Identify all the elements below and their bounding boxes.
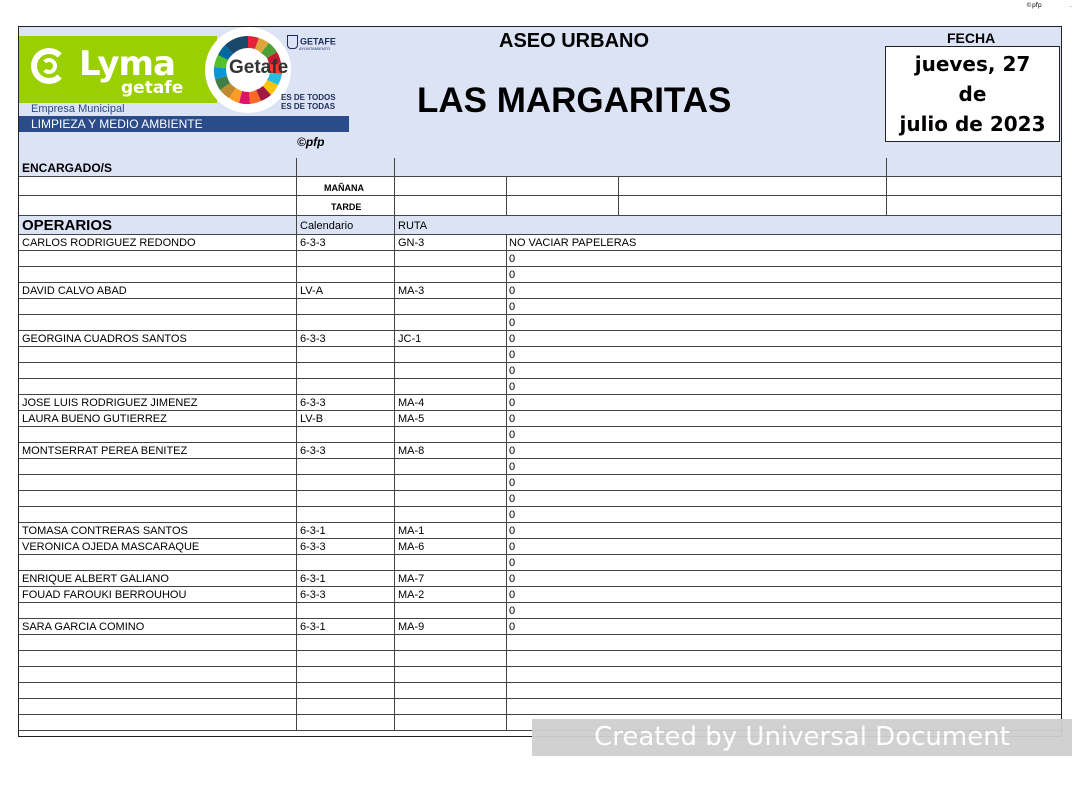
fecha-line-2: julio de 2023 <box>899 112 1046 136</box>
operario-name: GEORGINA CUADROS SANTOS <box>22 333 187 345</box>
grid-vline <box>886 158 887 215</box>
grid-hline <box>19 458 1061 459</box>
grid-hline <box>19 250 1061 251</box>
grid-hline <box>19 266 1061 267</box>
observaciones-cell: 0 <box>509 621 516 633</box>
grid-hline <box>19 176 1061 177</box>
ruta-cell: JC-1 <box>398 333 422 345</box>
top-copyright-mark: ©pfp <box>1026 2 1042 9</box>
grid-hline <box>19 298 1061 299</box>
operarios-label: OPERARIOS <box>22 217 113 234</box>
fecha-label: FECHA <box>947 30 996 46</box>
manana-label: MAÑANA <box>324 183 364 193</box>
calendario-column-header: Calendario <box>300 220 354 232</box>
document-header <box>19 27 1061 159</box>
document-subtitle: LAS MARGARITAS <box>417 81 732 120</box>
ruta-cell: MA-2 <box>398 589 425 601</box>
slogan-line-1: ES DE TODOS <box>281 93 336 102</box>
luma-sub-text: getafe <box>121 78 184 98</box>
observaciones-cell: 0 <box>509 333 516 345</box>
ruta-cell: MA-4 <box>398 397 425 409</box>
observaciones-cell: 0 <box>509 557 516 569</box>
top-dot: . <box>1070 2 1072 9</box>
shield-icon <box>287 35 298 49</box>
grid-hline <box>19 586 1061 587</box>
luma-brand-text: Lyma <box>79 44 175 84</box>
grid-vline <box>394 215 395 234</box>
fecha-box <box>885 46 1060 142</box>
observaciones-cell: 0 <box>509 413 516 425</box>
observaciones-cell: 0 <box>509 605 516 617</box>
operario-name: JOSE LUIS RODRIGUEZ JIMENEZ <box>22 397 198 409</box>
operarios-header-band <box>19 215 1061 234</box>
ayuntamiento-name: GETAFE <box>300 36 336 47</box>
ruta-cell: MA-1 <box>398 525 425 537</box>
sdg-wheel-logo <box>205 27 291 113</box>
ruta-cell: GN-3 <box>398 237 425 249</box>
grid-hline <box>19 394 1061 395</box>
grid-hline <box>19 426 1061 427</box>
slogan <box>281 93 336 111</box>
grid-hline <box>19 346 1061 347</box>
limpieza-banner: LIMPIEZA Y MEDIO AMBIENTE <box>19 116 349 132</box>
observaciones-cell: 0 <box>509 381 516 393</box>
grid-vline <box>296 215 297 234</box>
grid-hline <box>19 282 1061 283</box>
observaciones-cell: 0 <box>509 269 516 281</box>
observaciones-cell: 0 <box>509 445 516 457</box>
encargados-label: ENCARGADO/S <box>22 161 113 175</box>
calendario-cell: 6-3-1 <box>300 621 326 633</box>
operario-name: FOUAD FAROUKI BERROUHOU <box>22 589 187 601</box>
grid-vline <box>394 234 395 730</box>
grid-hline <box>19 330 1061 331</box>
calendario-cell: 6-3-3 <box>300 237 326 249</box>
observaciones-cell: 0 <box>509 589 516 601</box>
grid-hline <box>19 362 1061 363</box>
copyright-label: ©pfp <box>297 135 325 149</box>
fecha-value <box>898 49 1048 139</box>
ruta-cell: MA-7 <box>398 573 425 585</box>
tarde-label: TARDE <box>331 202 362 212</box>
grid-hline <box>19 698 1061 699</box>
observaciones-cell: 0 <box>509 477 516 489</box>
observaciones-cell: NO VACIAR PAPELERAS <box>509 237 637 249</box>
calendario-cell: 6-3-1 <box>300 525 326 537</box>
observaciones-cell: 0 <box>509 525 516 537</box>
grid-hline <box>19 410 1061 411</box>
grid-hline <box>19 234 1061 235</box>
grid-hline <box>19 522 1061 523</box>
fecha-line-1: jueves, 27 de <box>914 52 1031 106</box>
operario-name: SARA GARCIA COMINO <box>22 621 145 633</box>
grid-hline <box>19 618 1061 619</box>
calendario-cell: 6-3-3 <box>300 445 326 457</box>
encargados-header-band <box>19 158 1061 176</box>
slogan-line-2: ES DE TODAS <box>281 102 336 111</box>
calendario-cell: 6-3-3 <box>300 333 326 345</box>
observaciones-cell: 0 <box>509 253 516 265</box>
document-sheet <box>18 26 1062 737</box>
observaciones-cell: 0 <box>509 493 516 505</box>
document-title: ASEO URBANO <box>499 30 650 52</box>
luma-logo <box>19 36 217 103</box>
grid-hline <box>19 602 1061 603</box>
calendario-cell: LV-A <box>300 285 324 297</box>
operario-name: CARLOS RODRIGUEZ REDONDO <box>22 237 196 249</box>
observaciones-cell: 0 <box>509 429 516 441</box>
operario-name: TOMASA CONTRERAS SANTOS <box>22 525 188 537</box>
grid-hline <box>19 714 1061 715</box>
watermark: Created by Universal Document Converter <box>532 719 1072 756</box>
grid-hline <box>19 490 1061 491</box>
operario-name: VERONICA OJEDA MASCARAQUE <box>22 541 200 553</box>
observaciones-cell: 0 <box>509 509 516 521</box>
observaciones-cell: 0 <box>509 349 516 361</box>
ruta-cell: MA-8 <box>398 445 425 457</box>
grid-hline <box>19 634 1061 635</box>
observaciones-cell: 0 <box>509 365 516 377</box>
observaciones-cell: 0 <box>509 301 516 313</box>
calendario-cell: 6-3-3 <box>300 589 326 601</box>
grid-hline <box>19 442 1061 443</box>
operario-name: MONTSERRAT PEREA BENITEZ <box>22 445 188 457</box>
grid-hline <box>19 538 1061 539</box>
grid-hline <box>19 378 1061 379</box>
grid-hline <box>19 474 1061 475</box>
ayuntamiento-sub: AYUNTAMIENTO <box>299 46 331 51</box>
operario-name: LAURA BUENO GUTIERREZ <box>22 413 167 425</box>
calendario-cell: 6-3-3 <box>300 541 326 553</box>
grid-hline <box>19 666 1061 667</box>
observaciones-cell: 0 <box>509 317 516 329</box>
ruta-cell: MA-6 <box>398 541 425 553</box>
observaciones-cell: 0 <box>509 461 516 473</box>
grid-hline <box>19 195 1061 196</box>
grid-vline <box>618 176 619 215</box>
grid-hline <box>19 314 1061 315</box>
ruta-cell: MA-9 <box>398 621 425 633</box>
observaciones-cell: 0 <box>509 285 516 297</box>
observaciones-cell: 0 <box>509 573 516 585</box>
grid-hline <box>19 570 1061 571</box>
grid-vline <box>506 234 507 730</box>
grid-vline <box>506 176 507 215</box>
observaciones-cell: 0 <box>509 541 516 553</box>
calendario-cell: 6-3-3 <box>300 397 326 409</box>
grid-vline <box>394 158 395 215</box>
empresa-label: Empresa Municipal <box>31 103 125 115</box>
grid-hline <box>19 554 1061 555</box>
observaciones-cell: 0 <box>509 397 516 409</box>
luma-swirl-inner-icon <box>41 58 57 74</box>
ruta-cell: MA-5 <box>398 413 425 425</box>
sdg-logo-text: Getafe <box>229 57 289 78</box>
ruta-column-header: RUTA <box>398 220 428 232</box>
grid-hline <box>19 506 1061 507</box>
grid-vline <box>296 158 297 215</box>
operario-name: ENRIQUE ALBERT GALIANO <box>22 573 169 585</box>
grid-hline <box>19 650 1061 651</box>
grid-hline <box>19 215 1061 216</box>
ruta-cell: MA-3 <box>398 285 425 297</box>
grid-vline <box>296 234 297 730</box>
operario-name: DAVID CALVO ABAD <box>22 285 127 297</box>
calendario-cell: LV-B <box>300 413 324 425</box>
calendario-cell: 6-3-1 <box>300 573 326 585</box>
grid-hline <box>19 682 1061 683</box>
